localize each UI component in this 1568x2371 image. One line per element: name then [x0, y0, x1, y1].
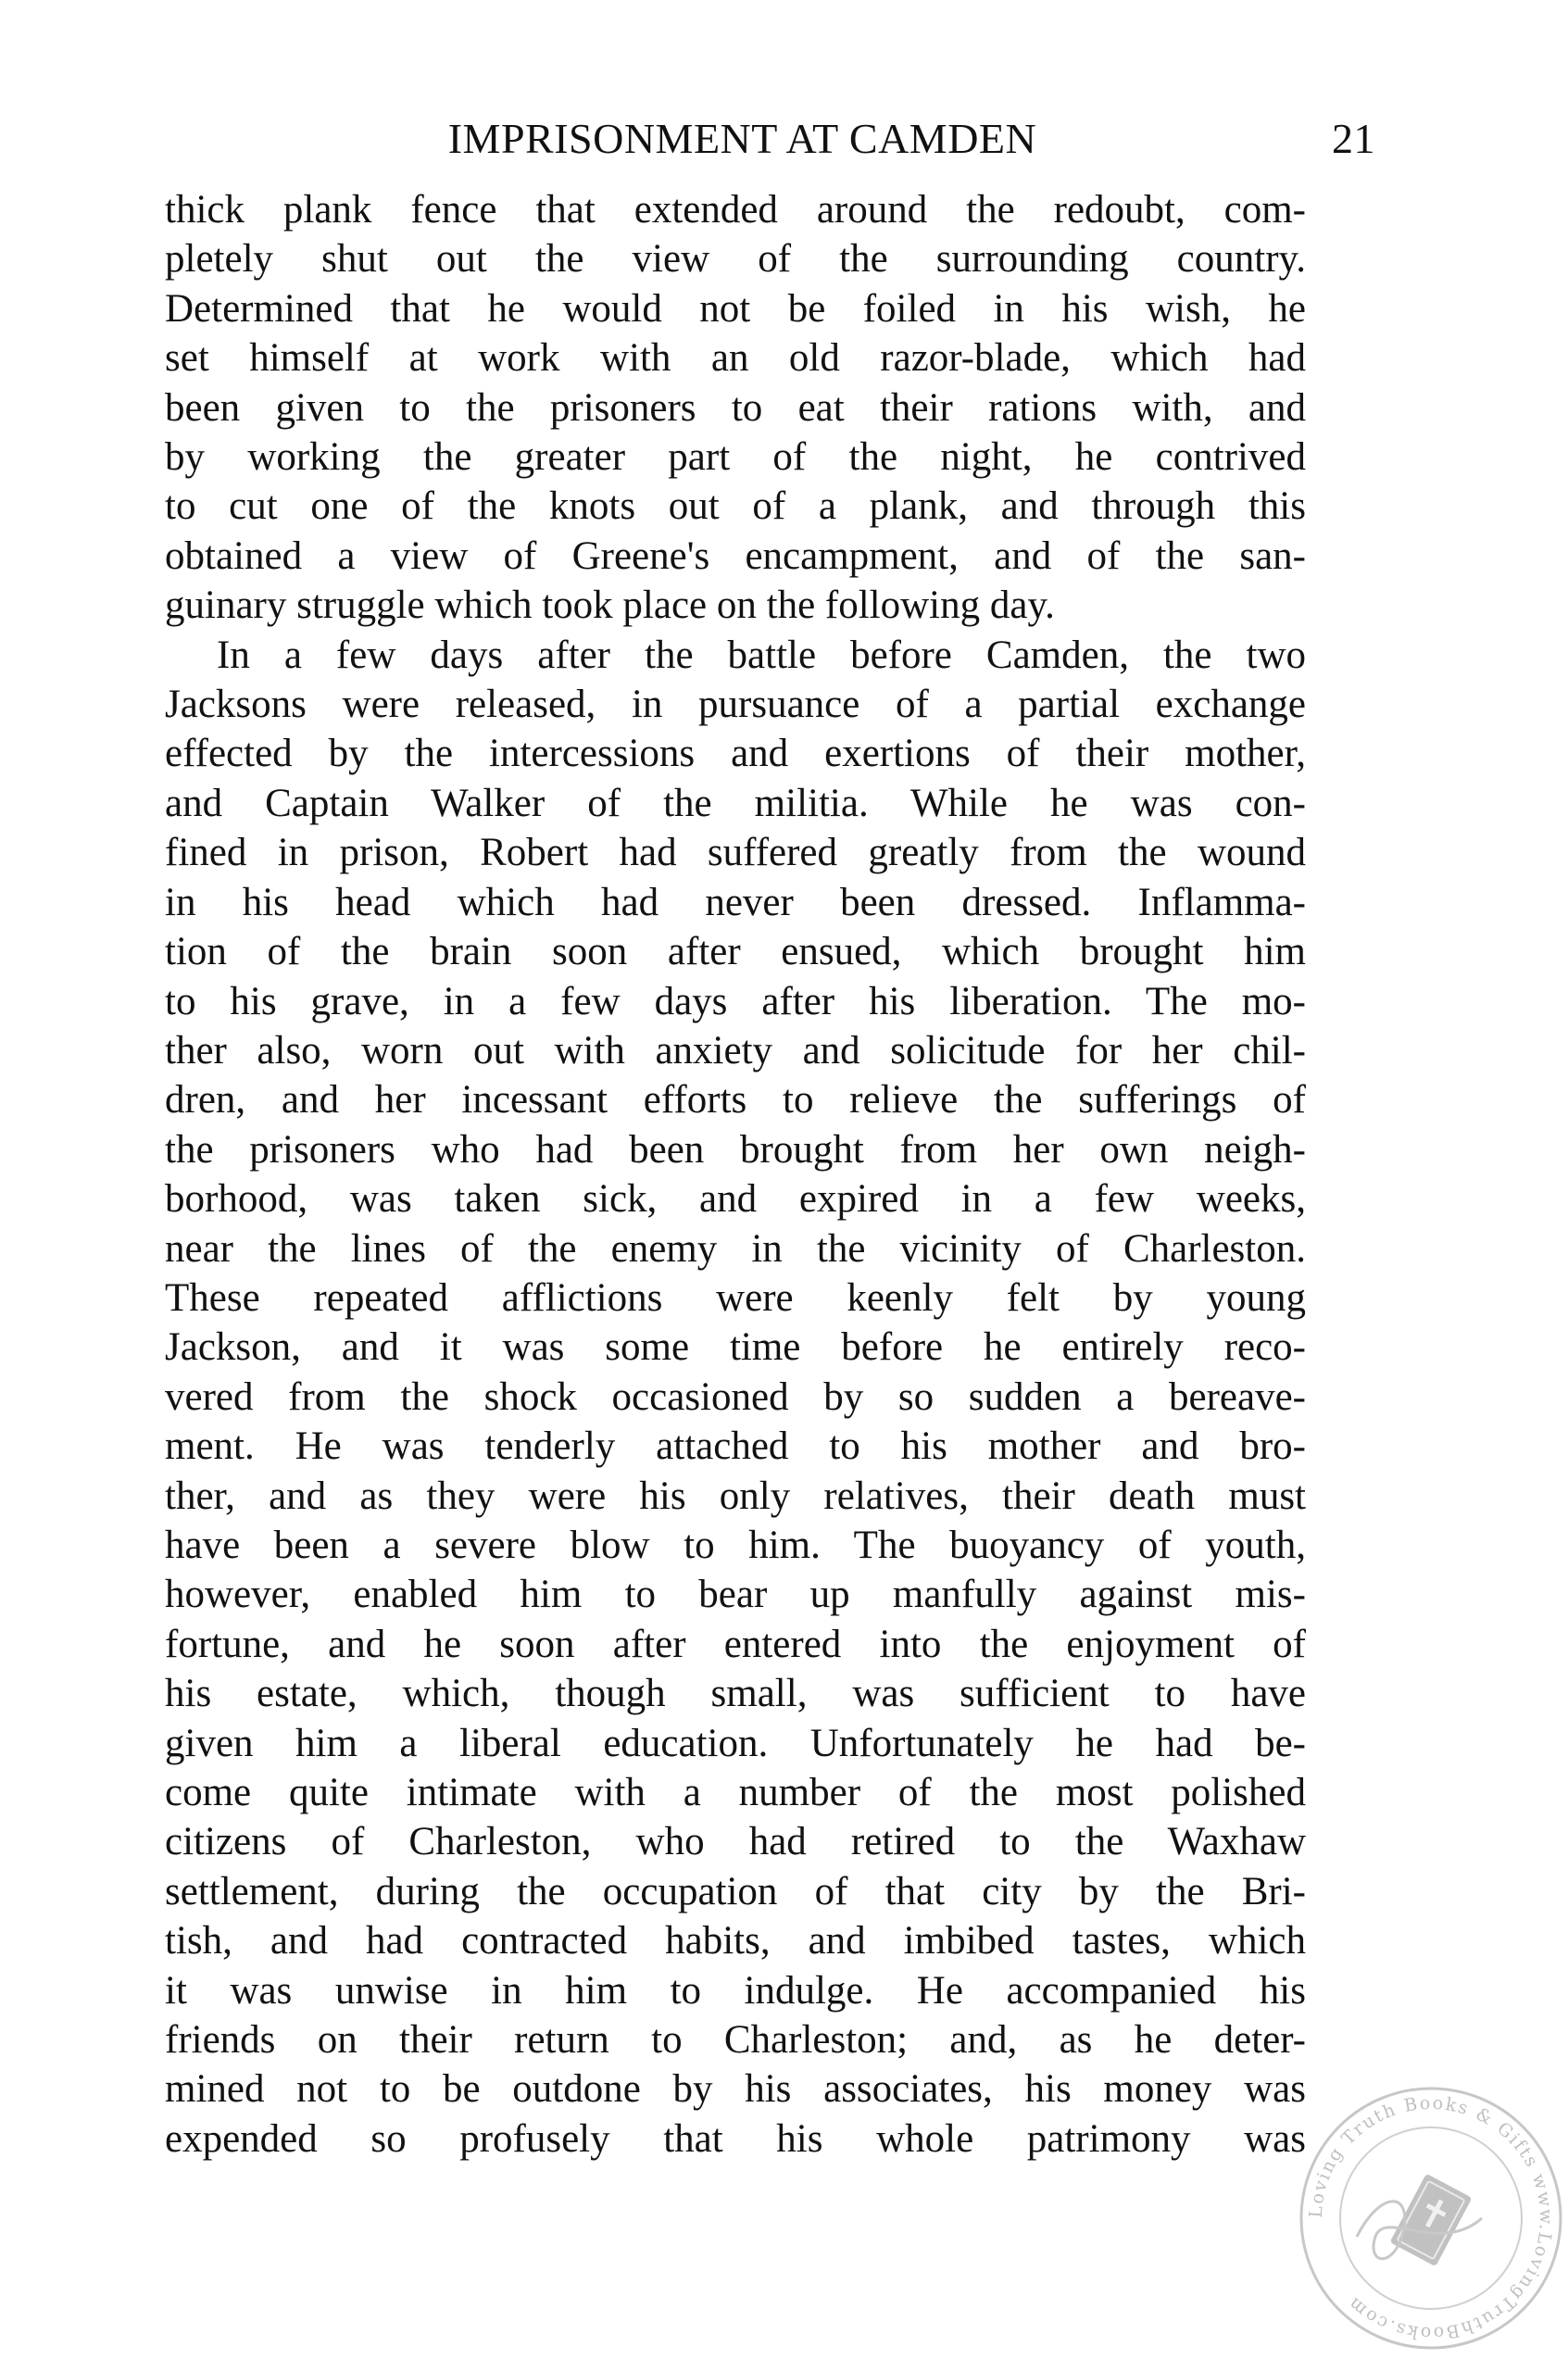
text-line: Determined that he would not be foiled in his wish, he: [165, 286, 1306, 331]
text-line: In a few days after the battle before Camden, the two: [217, 633, 1306, 677]
text-line: have been a severe blow to him. The buoyancy of youth,: [165, 1523, 1306, 1567]
text-line: been given to the prisoners to eat their rations with, and: [165, 385, 1306, 430]
text-line: come quite intimate with a number of the most polished: [165, 1771, 1306, 1814]
text-line: effected by the intercessions and exertions of their mother,: [165, 732, 1306, 776]
text-line: his estate, which, though small, was sufficient to have: [165, 1672, 1306, 1716]
text-line: tion of the brain soon after ensued, which brought him: [165, 930, 1306, 974]
page-number: 21: [1332, 115, 1375, 162]
page-header: [167, 107, 1375, 171]
text-line: fortune, and he soon after entered into the enjoyment of: [165, 1622, 1306, 1666]
text-line: vered from the shock occasioned by so sudden a bereave-: [165, 1374, 1306, 1419]
text-line: obtained a view of Greene's encampment, and of the san-: [165, 533, 1306, 578]
text-line: ment. He was tenderly attached to his mother and bro-: [165, 1424, 1306, 1469]
text-line: by working the greater part of the night, he contrived: [165, 435, 1306, 480]
text-line: in his head which had never been dressed. Inflamma-: [165, 880, 1306, 924]
text-line: borhood, was taken sick, and expired in a few weeks,: [165, 1177, 1306, 1222]
text-line: the prisoners who had been brought from her own neigh-: [165, 1127, 1306, 1172]
text-line: Jacksons were released, in pursuance of a partial exchange: [165, 683, 1306, 727]
text-line: ther also, worn out with anxiety and solicitude for her chil-: [165, 1028, 1306, 1073]
text-line: guinary struggle which took place on the following day.: [165, 583, 1055, 628]
text-line: fined in prison, Robert had suffered greatly from the wound: [165, 831, 1306, 875]
body-text: [165, 185, 1306, 2164]
text-line: tish, and had contracted habits, and imbibed tastes, which: [165, 1919, 1306, 1963]
text-line: These repeated afflictions were keenly felt by young: [165, 1275, 1306, 1320]
text-line: ther, and as they were his only relatives, their death must: [165, 1474, 1306, 1518]
text-line: mined not to be outdone by his associates, his money was: [165, 2067, 1306, 2112]
text-line: dren, and her incessant efforts to relieve the sufferings of: [165, 1078, 1306, 1123]
text-line: Jackson, and it was some time before he entirely reco-: [165, 1325, 1306, 1370]
text-line: it was unwise in him to indulge. He accompanied his: [165, 1968, 1306, 2013]
watermark-seal: [1292, 2079, 1568, 2357]
text-line: friends on their return to Charleston; and, as he deter-: [165, 2018, 1306, 2063]
book-icon: [1390, 2174, 1473, 2266]
text-line: to his grave, in a few days after his liberation. The mo-: [165, 979, 1306, 1023]
watermark-text: Loving Truth Books & Gifts www.LovingTruthBooks.com: [1305, 2092, 1557, 2344]
text-line: thick plank fence that extended around the redoubt, com-: [165, 188, 1306, 232]
text-line: citizens of Charleston, who had retired to the Waxhaw: [165, 1820, 1306, 1864]
text-line: set himself at work with an old razor-blade, which had: [165, 336, 1306, 381]
text-line: pletely shut out the view of the surrounding country.: [165, 237, 1306, 282]
text-line: however, enabled him to bear up manfully against mis-: [165, 1573, 1306, 1617]
text-line: expended so profusely that his whole patrimony was: [165, 2116, 1306, 2161]
text-line: settlement, during the occupation of that city by the Bri-: [165, 1869, 1306, 1913]
text-line: given him a liberal education. Unfortunately he had be-: [165, 1721, 1306, 1765]
text-line: near the lines of the enemy in the vicinity of Charleston.: [165, 1226, 1306, 1271]
text-line: to cut one of the knots out of a plank, and through this: [165, 484, 1306, 529]
text-line: and Captain Walker of the militia. While he was con-: [165, 781, 1306, 825]
running-title: IMPRISONMENT AT CAMDEN: [447, 115, 1037, 162]
